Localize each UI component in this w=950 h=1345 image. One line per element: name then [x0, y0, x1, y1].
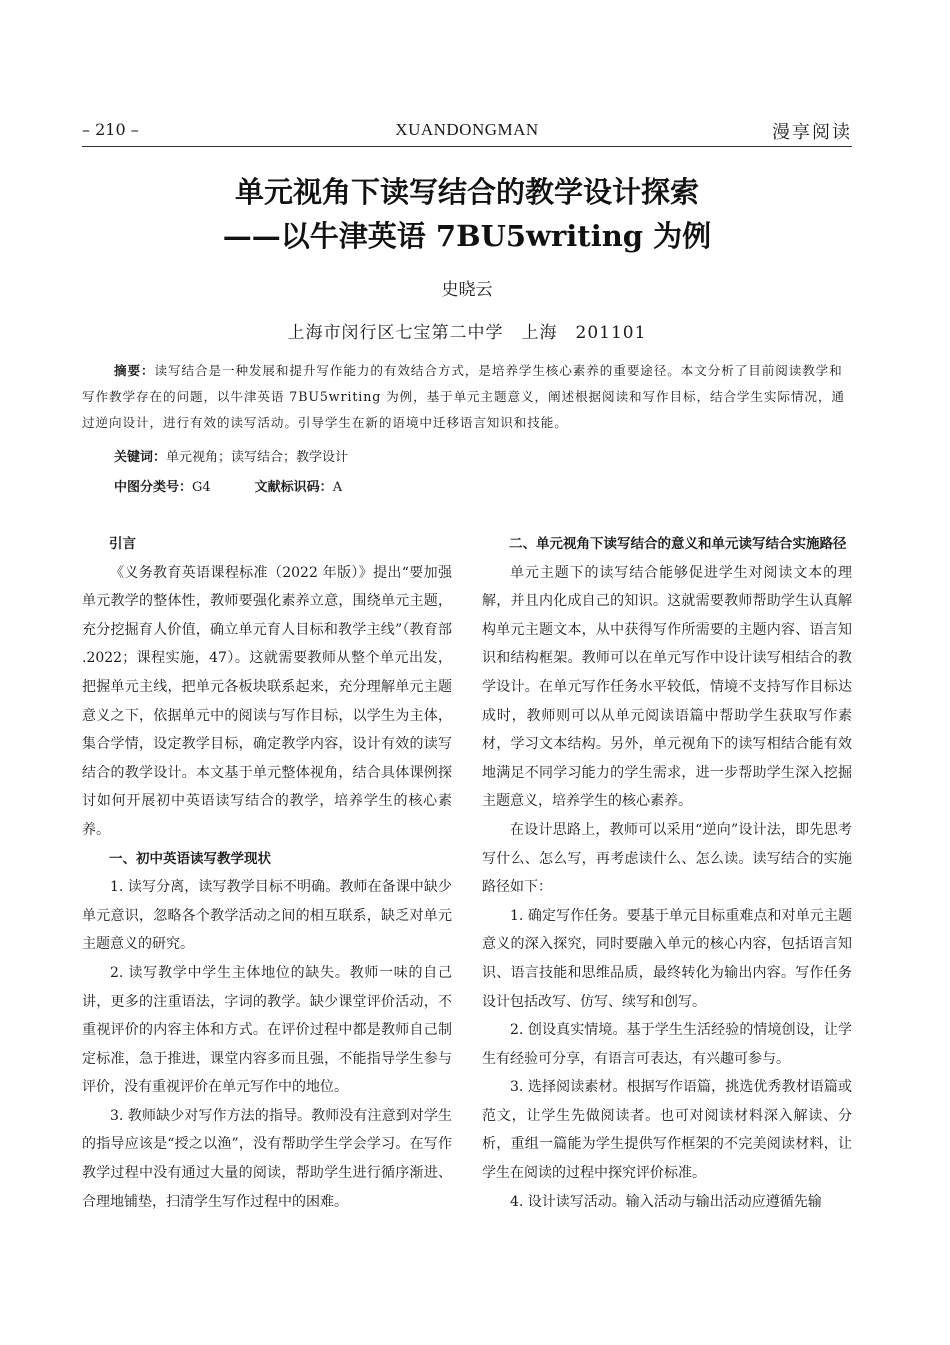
running-header	[82, 116, 852, 144]
paragraph: 2. 读写教学中学生主体地位的缺失。教师一味的自己讲，更多的注重语法，字词的教学。缺少课堂评价活动，不重视评价的内容主体和方式。在评价过程中都是教师自己制定标准，急于推进，课堂内容多而且强，不能指导学生参与评价，没有重视评价在单元写作中的地位。	[82, 964, 452, 1096]
keywords-text: 单元视角；读写结合；教学设计	[166, 450, 349, 465]
paragraph: 在设计思路上，教师可以采用“逆向”设计法，即先思考写什么、怎么写，再考虑读什么、怎么读。读写结合的实施路径如下：	[482, 821, 852, 896]
section-name: 漫享阅读	[772, 122, 852, 143]
author-affiliation: 上海市闵行区七宝第二中学 上海 201101	[287, 323, 647, 343]
paragraph: 1. 确定写作任务。要基于单元目标重难点和对单元主题意义的深入探究，同时要融入单元的核心内容，包括语言知识、语言技能和思维品质，最终转化为输出内容。写作任务设计包括改写、仿写、续写和创写。	[482, 907, 852, 1010]
keywords-label: 关键词：	[114, 450, 167, 465]
abstract-label: 摘要：	[114, 363, 155, 378]
clc-value: G4	[192, 480, 211, 495]
doc-code-label: 文献标识码：	[254, 480, 333, 495]
paragraph: 4. 设计读写活动。输入活动与输出活动应遵循先输	[510, 1193, 822, 1210]
intro-heading: 引言	[109, 536, 136, 552]
section2-heading: 二、单元视角下读写结合的意义和单元读写结合实施路径	[509, 536, 847, 552]
abstract-text: 读写结合是一种发展和提升写作能力的有效结合方式，是培养学生核心素养的重要途径。本文分析了目前阅读教学和写作教学存在的问题，以牛津英语 7BU5writing 为例，基于单元主题意义，阐述根据阅读和写作目标，结合学生实际情况，通过逆向设计，进行有效的读写活动。引导学生在新的语境中迁移语言知识和技能。	[82, 363, 845, 430]
author-name: 史晓云	[441, 280, 493, 300]
page-number: – 210 –	[82, 120, 139, 139]
article-title: 单元视角下读写结合的教学设计探索	[234, 175, 699, 209]
paragraph: 3. 选择阅读素材。根据写作语篇，挑选优秀教材语篇或范文，让学生先做阅读者。也可对阅读材料深入解读、分析，重组一篇能为学生提供写作框架的不完美阅读材料，让学生在阅读的过程中探究评价标准。	[482, 1079, 852, 1182]
section1-heading: 一、初中英语读写教学现状	[109, 850, 271, 867]
paragraph: 3. 教师缺少对写作方法的指导。教师没有注意到对学生的指导应该是“授之以渔”，没有帮助学生学会学习。在写作教学过程中没有通过大量的阅读，帮助学生进行循序渐进、合理地铺垫，扫清学生写作过程中的困难。	[82, 1107, 452, 1210]
paragraph: 单元主题下的读写结合能够促进学生对阅读文本的理解，并且内化成自己的知识。这就需要教师帮助学生认真解构单元主题文本，从中获得写作所需要的主题内容、语言知识和结构框架。教师可以在单元写作中设计读写相结合的教学设计。在单元写作任务水平较低，情境不支持写作目标达成时，教师则可以从单元阅读语篇中帮助学生获取写作素材，学习文本结构。另外，单元视角下的读写相结合能有效地满足不同学习能力的学生需求，进一步帮助学生深入挖掘主题意义，培养学生的核心素养。	[482, 564, 852, 810]
header-rule	[82, 146, 852, 147]
paragraph: 1. 读写分离，读写教学目标不明确。教师在备课中缺少单元意识，忽略各个教学活动之间的相互联系，缺乏对单元主题意义的研究。	[82, 879, 452, 953]
article-subtitle: ——以牛津英语 7BU5writing 为例	[222, 219, 712, 253]
keywords-line	[114, 446, 348, 465]
paragraph: 2. 创设真实情境。基于学生生活经验的情境创设，让学生有经验可分享，有语言可表达，有兴趣可参与。	[482, 1022, 852, 1067]
classification-line	[114, 476, 342, 495]
journal-name: XUANDONGMAN	[395, 120, 539, 139]
right-column	[482, 530, 852, 1216]
intro-paragraph: 《义务教育英语课程标准（2022 年版）》提出“要加强单元教学的整体性，教师要强化素养立意，围绕单元主题，充分挖掘育人价值，确立单元育人目标和教学主线”（教育部 .2022；课程实施，47）。这就需要教师从整个单元出发，把握单元主线，把单元各板块联系起来，充分理解单元主题意义之下，依据单元中的阅读与写作目标，以学生为主体，集合学情，设定教学目标，确定教学内容，设计有效的读写结合的教学设计。本文基于单元整体视角，结合具体课例探讨如何开展初中英语读写结合的教学，培养学生的核心素养。	[82, 564, 452, 838]
doc-code-value: A	[332, 480, 343, 495]
clc-label: 中图分类号：	[114, 480, 193, 495]
abstract	[82, 358, 852, 436]
left-column	[82, 530, 452, 1216]
